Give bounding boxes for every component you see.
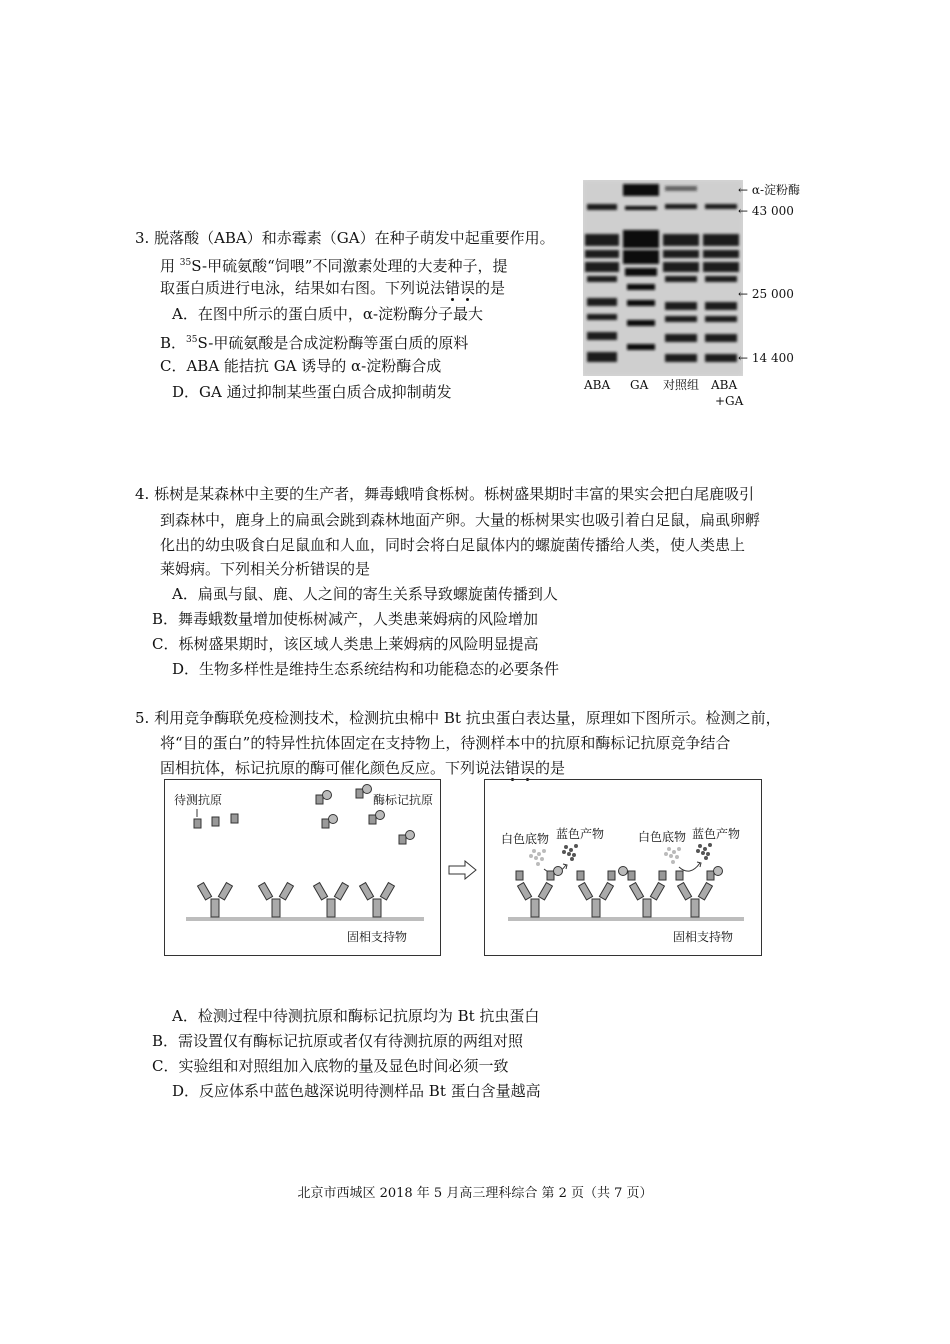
gel-marker-amylase: ← α-淀粉酶: [738, 183, 801, 197]
label-solid-support-right: 固相支持物: [673, 930, 734, 944]
page-footer: 北京市西城区 2018 年 5 月高三理科综合 第 2 页（共 7 页）: [297, 1186, 653, 1201]
gel-marker-14400: ← 14 400: [738, 351, 794, 365]
gel-lane-aba: ABA: [584, 378, 611, 392]
q4-option-c: C．栎树盛果期时，该区域人类患上莱姆病的风险明显提高: [152, 635, 539, 653]
gel-lane-control: 对照组: [663, 378, 700, 392]
q4-stem-line2: 到森林中，鹿身上的扁虱会跳到森林地面产卵。大量的栎树果实也吸引着白足鼠，扁虱卵孵: [160, 511, 761, 529]
q3-option-b: B．$^{35}$S-甲硫氨酸是合成淀粉酶等蛋白质的原料: [160, 334, 469, 352]
q3-option-c: C．ABA 能拮抗 GA 诱导的 α-淀粉酶合成: [160, 357, 442, 375]
label-white-substrate-2: 白色底物: [638, 830, 687, 844]
q4-stem-line4: 莱姆病。下列相关分析错误的是: [160, 560, 371, 578]
q5-stem-line1: 5. 利用竞争酶联免疫检测技术，检测抗虫棉中 Bt 抗虫蛋白表达量，原理如下图所示。检测之前，: [135, 709, 781, 727]
label-blue-product-2: 蓝色产物: [692, 827, 741, 841]
label-enzyme-antigen: 酶标记抗原: [373, 793, 434, 807]
q5-option-b: B．需设置仅有酶标记抗原或者仅有待测抗原的两组对照: [152, 1032, 524, 1050]
gel-lane-ga: GA: [630, 378, 649, 392]
q4-option-b: B．舞毒蛾数量增加使栎树减产，人类患莱姆病的风险增加: [152, 610, 539, 628]
q4-stem-line1: 4. 栎树是某森林中主要的生产者，舞毒蛾啃食栎树。栎树盛果期时丰富的果实会把白尾鹿吸引: [135, 485, 755, 503]
gel-lane-aba-ga-2: +GA: [715, 394, 744, 408]
label-blue-product-1: 蓝色产物: [556, 827, 605, 841]
q4-option-a: A．扁虱与鼠、鹿、人之间的寄生关系导致螺旋菌传播到人: [172, 585, 558, 603]
right-arrow-icon: [448, 860, 478, 880]
q5-option-d: D．反应体系中蓝色越深说明待测样品 Bt 蛋白含量越高: [172, 1082, 541, 1100]
label-solid-support-left: 固相支持物: [347, 930, 408, 944]
q3-stem-line2: 用 $^{35}$S-甲硫氨酸“饲喂”不同激素处理的大麦种子，提: [160, 257, 508, 275]
q3-option-d: D．GA 通过抑制某些蛋白质合成抑制萌发: [172, 383, 452, 401]
gel-marker-43000: ← 43 000: [738, 204, 794, 218]
q3-option-a: A．在图中所示的蛋白质中，α-淀粉酶分子最大: [172, 305, 484, 323]
label-white-substrate-1: 白色底物: [501, 832, 550, 846]
electrophoresis-gel: [583, 180, 743, 376]
q3-stem-line3: 取蛋白质进行电泳，结果如右图。下列说法错误的是: [160, 279, 506, 297]
q5-option-c: C．实验组和对照组加入底物的量及显色时间必须一致: [152, 1057, 509, 1075]
q5-stem-line2: 将“目的蛋白”的特异性抗体固定在支持物上，待测样本中的抗原和酶标记抗原竞争结合: [160, 734, 731, 752]
q3-stem-line1: 3. 脱落酸（ABA）和赤霉素（GA）在种子萌发中起重要作用。: [135, 229, 555, 247]
q4-option-d: D．生物多样性是维持生态系统结构和功能稳态的必要条件: [172, 660, 560, 678]
q5-stem-line3: 固相抗体，标记抗原的酶可催化颜色反应。下列说法错误的是: [160, 759, 566, 777]
q5-option-a: A．检测过程中待测抗原和酶标记抗原均为 Bt 抗虫蛋白: [172, 1007, 540, 1025]
q4-stem-line3: 化出的幼虫吸食白足鼠血和人血，同时会将白足鼠体内的螺旋菌传播给人类，使人类患上: [160, 536, 746, 554]
gel-lane-aba-ga-1: ABA: [711, 378, 738, 392]
gel-marker-25000: ← 25 000: [738, 287, 794, 301]
label-test-antigen: 待测抗原: [174, 793, 223, 807]
